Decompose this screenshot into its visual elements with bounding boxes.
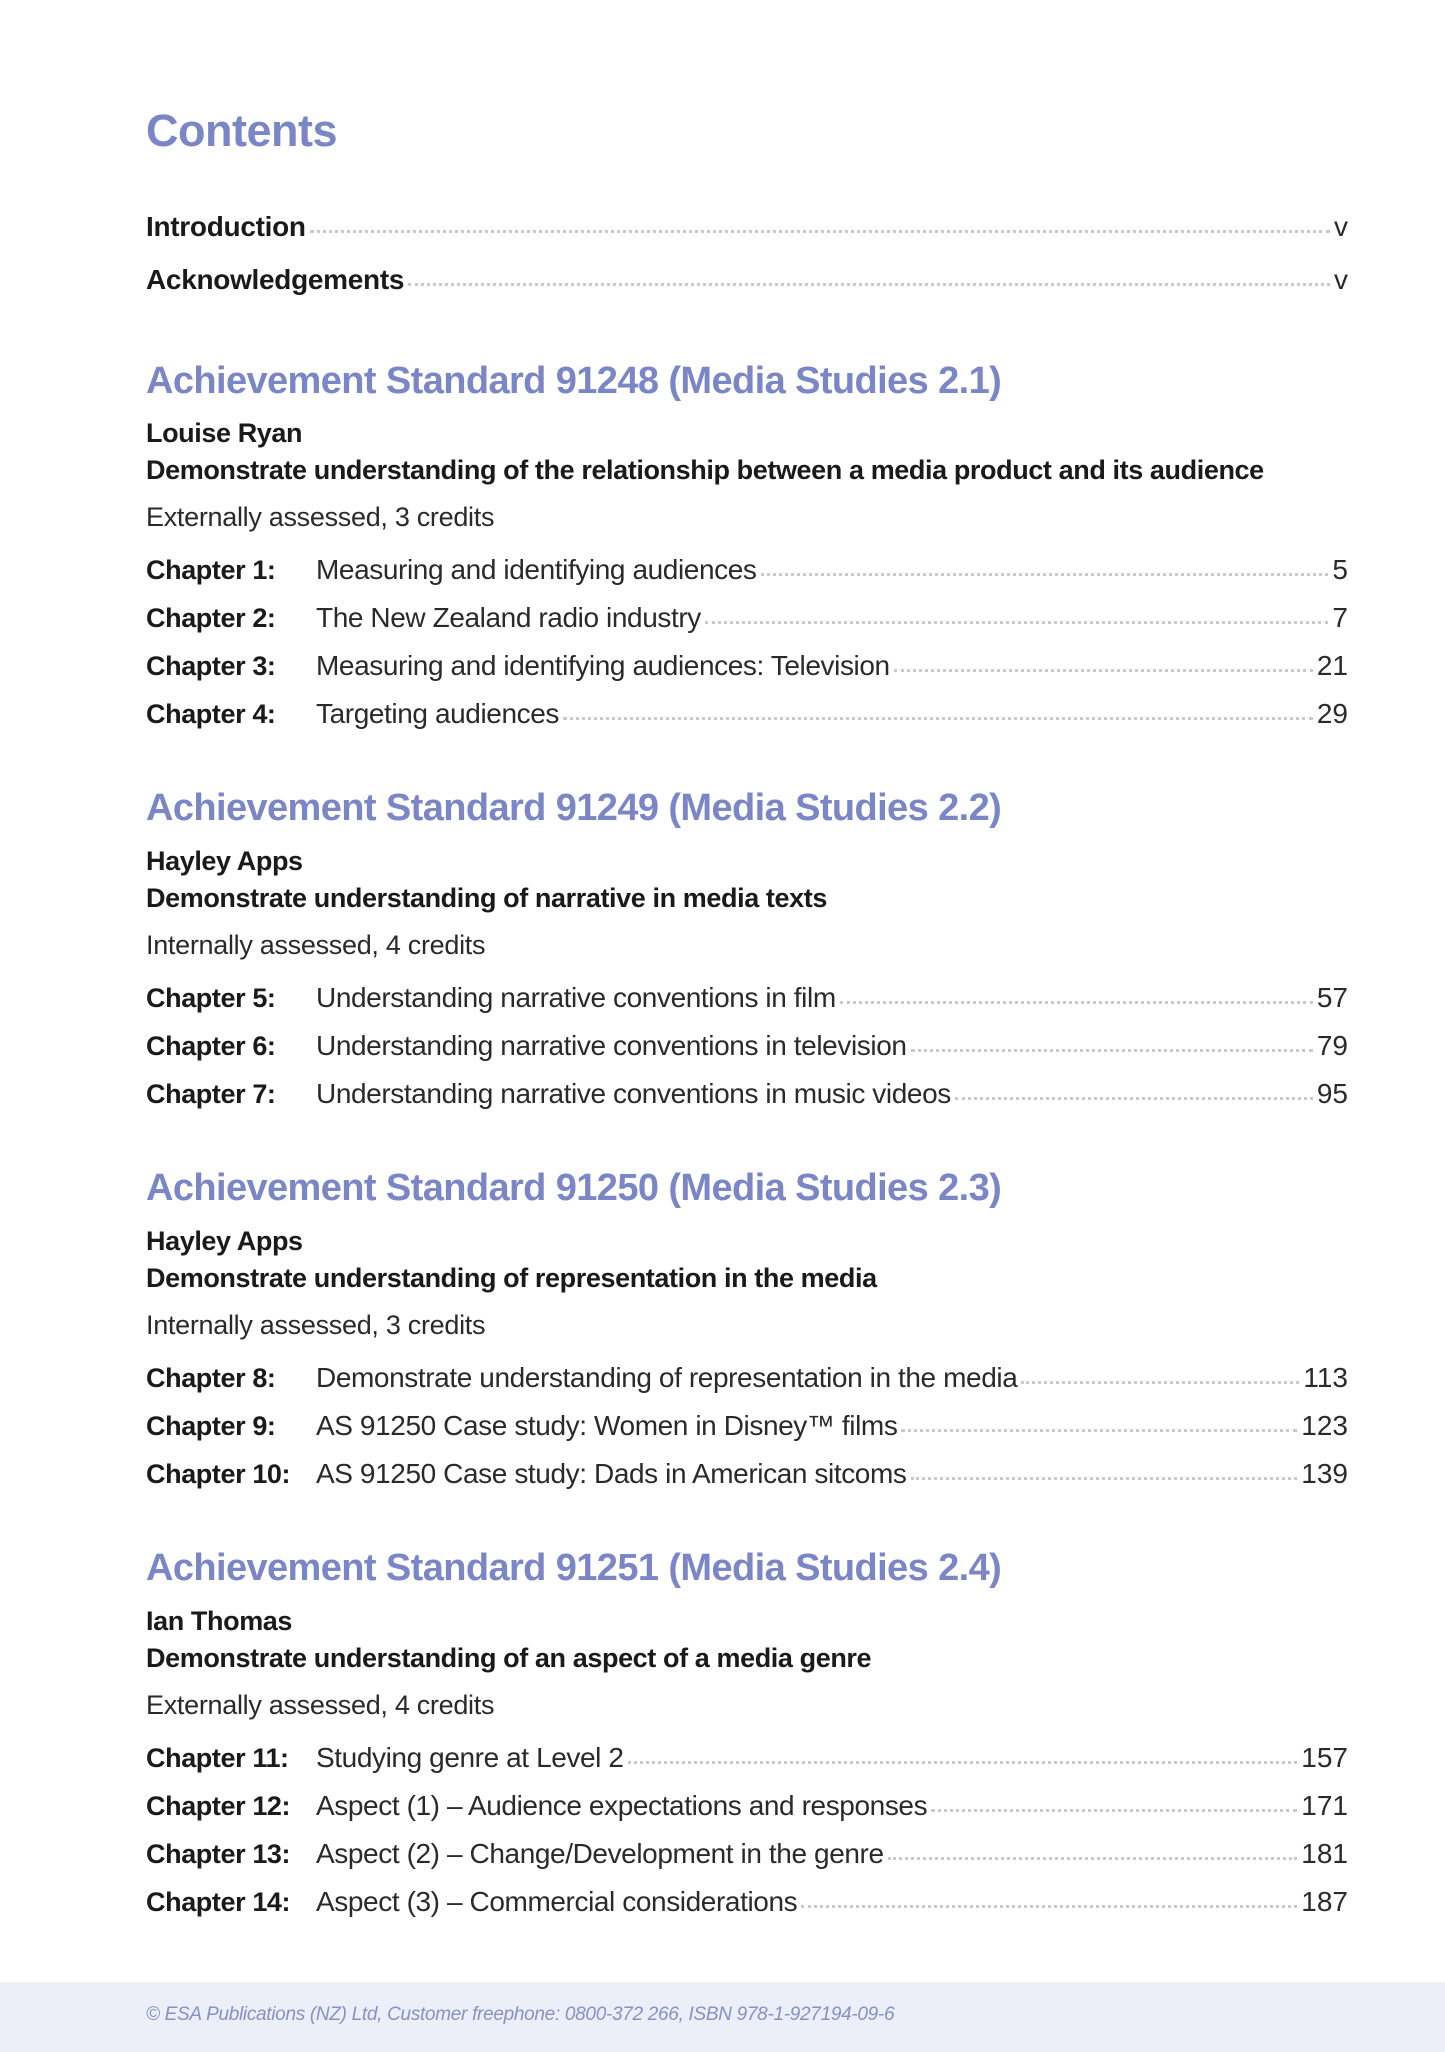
chapter-title: The New Zealand radio industry (316, 602, 701, 633)
chapter-title: AS 91250 Case study: Dads in American sitcoms (316, 1458, 907, 1489)
page-number: 113 (1303, 1362, 1348, 1393)
chapter-title: Understanding narrative conventions in film (316, 982, 836, 1013)
chapter-entry[interactable] (146, 1080, 1348, 1108)
chapter-label: Chapter 5: (146, 983, 276, 1013)
page-number: 139 (1301, 1458, 1348, 1489)
section-author: Hayley Apps (146, 846, 303, 876)
page-number: 181 (1301, 1838, 1348, 1869)
chapter-title: Aspect (2) – Change/Development in the genre (316, 1838, 884, 1869)
toc-entry-label: Introduction (146, 211, 306, 242)
chapter-title: Aspect (3) – Commercial considerations (316, 1886, 798, 1917)
section-author: Ian Thomas (146, 1606, 293, 1636)
chapter-title: Measuring and identifying audiences: Television (316, 650, 890, 681)
chapter-entry[interactable] (146, 700, 1348, 728)
section-description: Demonstrate understanding of representation in the media (146, 1263, 877, 1293)
chapter-label: Chapter 1: (146, 555, 276, 585)
chapter-label: Chapter 13: (146, 1839, 291, 1869)
dot-leader (705, 621, 1329, 624)
page-footer (0, 1982, 1445, 2052)
section-assessment: Externally assessed, 4 credits (146, 1690, 495, 1720)
chapter-entry[interactable] (146, 1840, 1348, 1868)
chapter-entry[interactable] (146, 1888, 1348, 1916)
section-author: Louise Ryan (146, 418, 303, 448)
section-description: Demonstrate understanding of narrative in media texts (146, 883, 827, 913)
page-number: 187 (1301, 1886, 1348, 1917)
chapter-label: Chapter 14: (146, 1887, 291, 1917)
dot-leader (801, 1905, 1297, 1908)
page-number: 7 (1332, 602, 1348, 633)
section-title: Achievement Standard 91250 (Media Studies 2.3) (146, 1167, 1002, 1209)
section-description: Demonstrate understanding of the relationship between a media product and its audience (146, 455, 1264, 485)
chapter-entry[interactable] (146, 1744, 1348, 1772)
chapter-label: Chapter 10: (146, 1459, 291, 1489)
chapter-entry[interactable] (146, 1032, 1348, 1060)
dot-leader (911, 1477, 1298, 1480)
page-number: 29 (1316, 698, 1348, 729)
chapter-label: Chapter 3: (146, 651, 276, 681)
section-title: Achievement Standard 91248 (Media Studies 2.1) (146, 360, 1002, 402)
dot-leader (840, 1001, 1313, 1004)
dot-leader (931, 1809, 1297, 1812)
page-number: v (1334, 211, 1348, 242)
chapter-entry[interactable] (146, 1364, 1348, 1392)
dot-leader (888, 1857, 1298, 1860)
dot-leader (628, 1761, 1298, 1764)
page-number: v (1334, 264, 1348, 295)
chapter-entry[interactable] (146, 1792, 1348, 1820)
dot-leader (310, 230, 1330, 233)
chapter-label: Chapter 7: (146, 1079, 276, 1109)
dot-leader (911, 1049, 1313, 1052)
chapter-label: Chapter 2: (146, 603, 276, 633)
section-author: Hayley Apps (146, 1226, 303, 1256)
chapter-label: Chapter 6: (146, 1031, 276, 1061)
chapter-title: Demonstrate understanding of representation in the media (316, 1362, 1018, 1393)
page-number: 157 (1301, 1742, 1348, 1773)
chapter-title: Targeting audiences (316, 698, 560, 729)
page-number: 171 (1301, 1790, 1348, 1821)
page-number: 95 (1316, 1078, 1348, 1109)
chapter-title: Studying genre at Level 2 (316, 1742, 624, 1773)
chapter-title: AS 91250 Case study: Women in Disney™ films (316, 1410, 898, 1441)
chapter-entry[interactable] (146, 556, 1348, 584)
dot-leader (1021, 1381, 1299, 1384)
chapter-title: Measuring and identifying audiences (316, 554, 757, 585)
page-number: 123 (1301, 1410, 1348, 1441)
dot-leader (408, 283, 1330, 286)
chapter-title: Understanding narrative conventions in television (316, 1030, 907, 1061)
section-assessment: Externally assessed, 3 credits (146, 502, 495, 532)
section-assessment: Internally assessed, 3 credits (146, 1310, 486, 1340)
chapter-entry[interactable] (146, 1460, 1348, 1488)
chapter-label: Chapter 11: (146, 1743, 289, 1773)
page-title: Contents (146, 105, 337, 156)
chapter-title: Understanding narrative conventions in music videos (316, 1078, 951, 1109)
page-number: 21 (1316, 650, 1348, 681)
dot-leader (901, 1429, 1297, 1432)
dot-leader (894, 669, 1313, 672)
chapter-entry[interactable] (146, 604, 1348, 632)
toc-entry-label: Acknowledgements (146, 264, 405, 295)
chapter-title: Aspect (1) – Audience expectations and responses (316, 1790, 928, 1821)
section-title: Achievement Standard 91251 (Media Studies 2.4) (146, 1547, 1002, 1589)
dot-leader (563, 717, 1313, 720)
section-assessment: Internally assessed, 4 credits (146, 930, 486, 960)
dot-leader (761, 573, 1329, 576)
toc-entry-introduction[interactable] (146, 213, 1348, 241)
chapter-label: Chapter 4: (146, 699, 276, 729)
chapter-label: Chapter 9: (146, 1411, 276, 1441)
page-number: 5 (1332, 554, 1348, 585)
section-title: Achievement Standard 91249 (Media Studies 2.2) (146, 787, 1002, 829)
copyright-notice: © ESA Publications (NZ) Ltd, Customer freephone: 0800-372 266, ISBN 978-1-927194-09-6 (146, 2004, 895, 2025)
toc-entry-acknowledgements[interactable] (146, 266, 1348, 294)
chapter-label: Chapter 12: (146, 1791, 291, 1821)
chapter-entry[interactable] (146, 984, 1348, 1012)
page-number: 79 (1316, 1030, 1348, 1061)
dot-leader (955, 1097, 1313, 1100)
chapter-label: Chapter 8: (146, 1363, 276, 1393)
section-description: Demonstrate understanding of an aspect of a media genre (146, 1643, 872, 1673)
page-number: 57 (1316, 982, 1348, 1013)
chapter-entry[interactable] (146, 652, 1348, 680)
chapter-entry[interactable] (146, 1412, 1348, 1440)
